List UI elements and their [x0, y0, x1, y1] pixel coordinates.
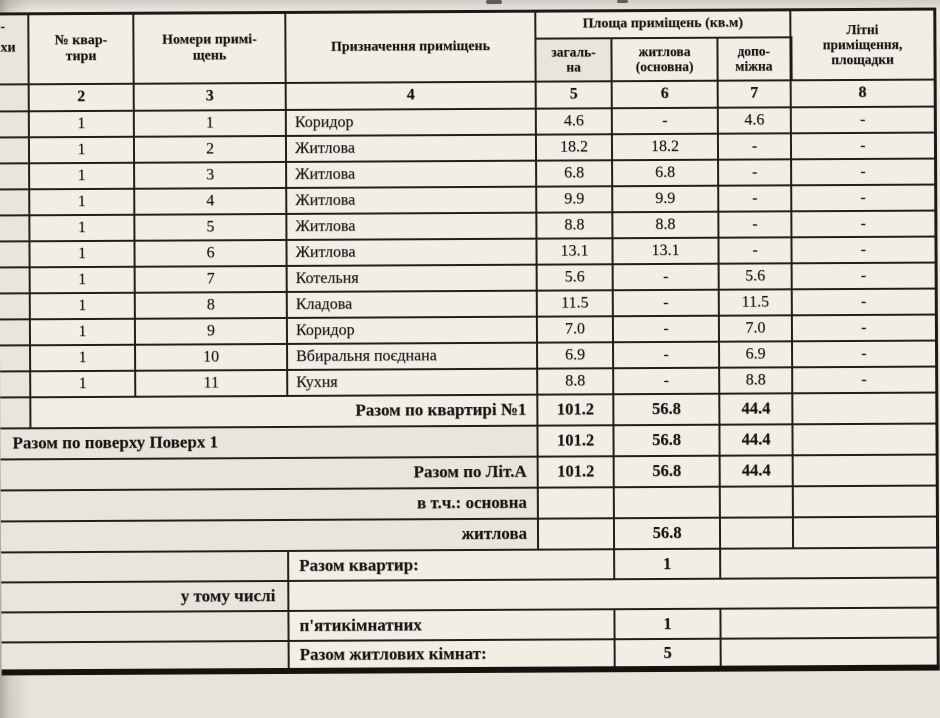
cell-area-aux: 5.6 — [719, 263, 792, 289]
cell-room-no: 7 — [135, 265, 287, 292]
cell-purpose: Житлова — [286, 238, 536, 265]
cell-apartment-no: 1 — [30, 370, 135, 397]
summary-area-living: 56.8 — [613, 424, 719, 456]
cell-area-living: - — [613, 341, 719, 368]
cell-area-total: 6.9 — [537, 342, 613, 368]
cell-area-total: 6.8 — [536, 160, 612, 186]
cell-summer: - — [792, 366, 936, 393]
cell-area-aux: - — [718, 185, 791, 211]
cell-purpose: Кухня — [287, 368, 537, 395]
summary-area-living: 56.8 — [614, 455, 720, 487]
summary-area-living: 56.8 — [613, 393, 719, 425]
cell-area-total: 4.6 — [536, 108, 612, 134]
total-row-including — [1, 577, 937, 612]
cell-room-no: 8 — [135, 291, 287, 318]
cell-room-no: 3 — [134, 161, 286, 188]
cell-summer: - — [792, 262, 936, 289]
summary-area-living: 56.8 — [614, 517, 720, 549]
summary-area-aux: 44.4 — [719, 424, 792, 455]
cell-purpose: Коридор — [287, 316, 537, 343]
total-right-cell — [720, 547, 937, 578]
total-left-cell: у тому числі — [1, 580, 288, 612]
column-number: 8 — [791, 79, 935, 107]
cell-room-no: 9 — [135, 317, 287, 344]
cell-area-living: 13.1 — [612, 237, 718, 264]
cell-area-total: 7.0 — [537, 316, 613, 342]
cell-floor-strip — [0, 215, 29, 241]
cell-apartment-no: 1 — [29, 240, 134, 267]
cell-summer: - — [791, 184, 935, 211]
header-floors-fragment: - хи — [0, 14, 29, 84]
cell-area-living: 9.9 — [612, 185, 718, 212]
summary-row-incl-main — [1, 485, 937, 521]
cell-room-no: 4 — [134, 187, 286, 214]
summary-summer — [793, 485, 937, 517]
cell-room-no: 10 — [135, 343, 287, 370]
summary-area-aux — [720, 486, 793, 517]
cell-area-living: - — [613, 367, 719, 394]
summary-row-letter-total — [1, 454, 937, 490]
cell-floor-strip — [0, 371, 30, 397]
cell-purpose: Вбиральня поєднана — [287, 342, 537, 369]
total-left-cell — [2, 640, 289, 672]
summary-summer — [792, 423, 936, 455]
cell-area-living: - — [612, 107, 718, 134]
summary-area-total — [538, 518, 614, 549]
summary-area-total: 101.2 — [537, 425, 613, 456]
summary-summer — [792, 392, 936, 424]
cell-floor-strip — [0, 189, 29, 215]
cell-purpose: Житлова — [286, 160, 536, 187]
cell-floor-strip — [0, 111, 29, 137]
cell-purpose: Котельня — [287, 264, 537, 291]
cell-apartment-no: 1 — [29, 162, 134, 189]
header-area-auxiliary: допо- міжна — [717, 37, 790, 80]
summary-area-total: 101.2 — [537, 394, 613, 425]
header-apartment-no: № квар- тири — [28, 13, 133, 84]
column-number: 6 — [612, 80, 718, 108]
total-merged-cell — [288, 577, 937, 610]
cell-apartment-no: 1 — [30, 292, 135, 319]
total-left-cell — [1, 610, 288, 642]
cell-floor-strip — [0, 319, 30, 345]
summary-area-total: 101.2 — [538, 456, 614, 487]
cell-summer: - — [792, 314, 936, 341]
total-label: п'ятикімнатних — [288, 609, 614, 641]
summary-area-aux — [720, 517, 793, 548]
cell-area-aux: - — [718, 133, 791, 159]
cell-area-total: 8.8 — [537, 368, 613, 394]
header-summer-premises: Літні приміщення, площадки — [790, 9, 934, 80]
cell-summer: - — [791, 210, 935, 237]
cell-apartment-no: 1 — [30, 344, 135, 371]
cell-room-no: 2 — [134, 135, 286, 162]
summary-area-living — [614, 486, 720, 518]
cell-summer: - — [791, 106, 935, 133]
total-right-cell — [721, 637, 938, 668]
cell-purpose: Житлова — [286, 134, 536, 161]
total-row-apartments — [1, 547, 937, 582]
cell-area-aux: 8.8 — [719, 367, 792, 393]
cell-area-aux: 11.5 — [719, 289, 792, 315]
header-room-numbers: Номери примі- щень — [133, 12, 285, 83]
cell-summer: - — [791, 132, 935, 159]
floor-premises-table — [0, 8, 939, 675]
cell-summer: - — [792, 340, 936, 367]
cut-off-text-mark — [486, 0, 502, 4]
total-row-five-room — [1, 607, 937, 642]
header-area-total: загаль- на — [535, 38, 611, 81]
summary-label: Разом по поверху Поверх 1 — [0, 425, 537, 459]
column-number: 7 — [718, 80, 791, 107]
cell-apartment-no: 1 — [29, 110, 134, 137]
column-number-cut — [0, 84, 29, 111]
total-value: 1 — [614, 548, 720, 579]
summary-row-incl-living — [1, 516, 937, 552]
cell-area-total: 18.2 — [536, 134, 612, 160]
column-number: 5 — [536, 81, 612, 108]
summary-area-aux: 44.4 — [719, 393, 792, 424]
cell-room-no: 11 — [135, 369, 287, 396]
cell-area-living: 18.2 — [612, 133, 718, 160]
cell-area-living: - — [613, 289, 719, 316]
cell-floor-strip — [0, 345, 30, 371]
summary-area-total — [538, 487, 614, 518]
cell-room-no: 6 — [134, 239, 286, 266]
total-label: Разом квартир: — [288, 549, 614, 581]
header-area-group: Площа приміщень (кв.м) — [535, 10, 790, 38]
cell-area-total: 5.6 — [537, 264, 613, 290]
column-number: 3 — [134, 82, 286, 110]
cell-apartment-no: 1 — [29, 214, 134, 241]
summary-summer — [793, 454, 937, 486]
total-left-cell — [1, 550, 288, 582]
cell-area-living: - — [613, 263, 719, 290]
cell-apartment-no: 1 — [29, 136, 134, 163]
header-purpose: Призначення приміщень — [285, 11, 535, 82]
summary-row-floor-total — [0, 423, 936, 459]
summary-summer — [793, 516, 937, 548]
cell-area-total: 11.5 — [537, 290, 613, 316]
cell-summer: - — [791, 158, 935, 185]
cell-floor-strip — [0, 163, 29, 189]
cell-summer: - — [791, 236, 935, 263]
cell-floor-strip — [0, 397, 30, 428]
cell-area-total: 8.8 — [536, 212, 612, 238]
cell-summer: - — [792, 288, 936, 315]
cell-area-living: 6.8 — [612, 159, 718, 186]
summary-label: житлова — [1, 518, 538, 552]
cell-floor-strip — [0, 137, 29, 163]
summary-label: в т.ч.: основна — [1, 487, 538, 521]
total-right-cell — [720, 607, 937, 638]
cell-purpose: Коридор — [286, 108, 536, 135]
cell-apartment-no: 1 — [29, 188, 134, 215]
cell-apartment-no: 1 — [30, 266, 135, 293]
cell-area-aux: 7.0 — [719, 315, 792, 341]
cell-area-aux: - — [718, 211, 791, 237]
cell-apartment-no: 1 — [30, 318, 135, 345]
total-value: 1 — [614, 608, 720, 639]
cell-floor-strip — [0, 241, 30, 267]
total-label: Разом житлових кімнат: — [289, 639, 615, 671]
summary-label: Разом по квартирі №1 — [30, 394, 537, 428]
cell-area-living: 8.8 — [612, 211, 718, 238]
total-value: 5 — [615, 638, 721, 669]
cell-room-no: 5 — [134, 213, 286, 240]
cell-area-aux: - — [718, 237, 791, 263]
cell-area-aux: 6.9 — [719, 341, 792, 367]
cell-room-no: 1 — [134, 109, 286, 136]
cell-floor-strip — [0, 293, 30, 319]
cell-floor-strip — [0, 267, 30, 293]
cell-purpose: Кладова — [287, 290, 537, 317]
cell-area-aux: - — [718, 159, 791, 185]
cell-area-total: 13.1 — [536, 238, 612, 264]
total-row-living-rooms — [2, 637, 938, 672]
cell-area-aux: 4.6 — [718, 107, 791, 133]
cell-area-total: 9.9 — [536, 186, 612, 212]
summary-row-apartment-total — [0, 392, 936, 428]
column-number: 4 — [286, 81, 536, 109]
cell-purpose: Житлова — [286, 186, 536, 213]
header-area-living: житлова (основна) — [611, 37, 717, 81]
cell-purpose: Житлова — [286, 212, 536, 239]
cut-off-text-mark — [617, 0, 628, 3]
cell-area-living: - — [613, 315, 719, 342]
summary-label: Разом по Літ.А — [1, 456, 538, 490]
summary-area-aux: 44.4 — [720, 455, 793, 486]
column-number: 2 — [29, 83, 134, 111]
